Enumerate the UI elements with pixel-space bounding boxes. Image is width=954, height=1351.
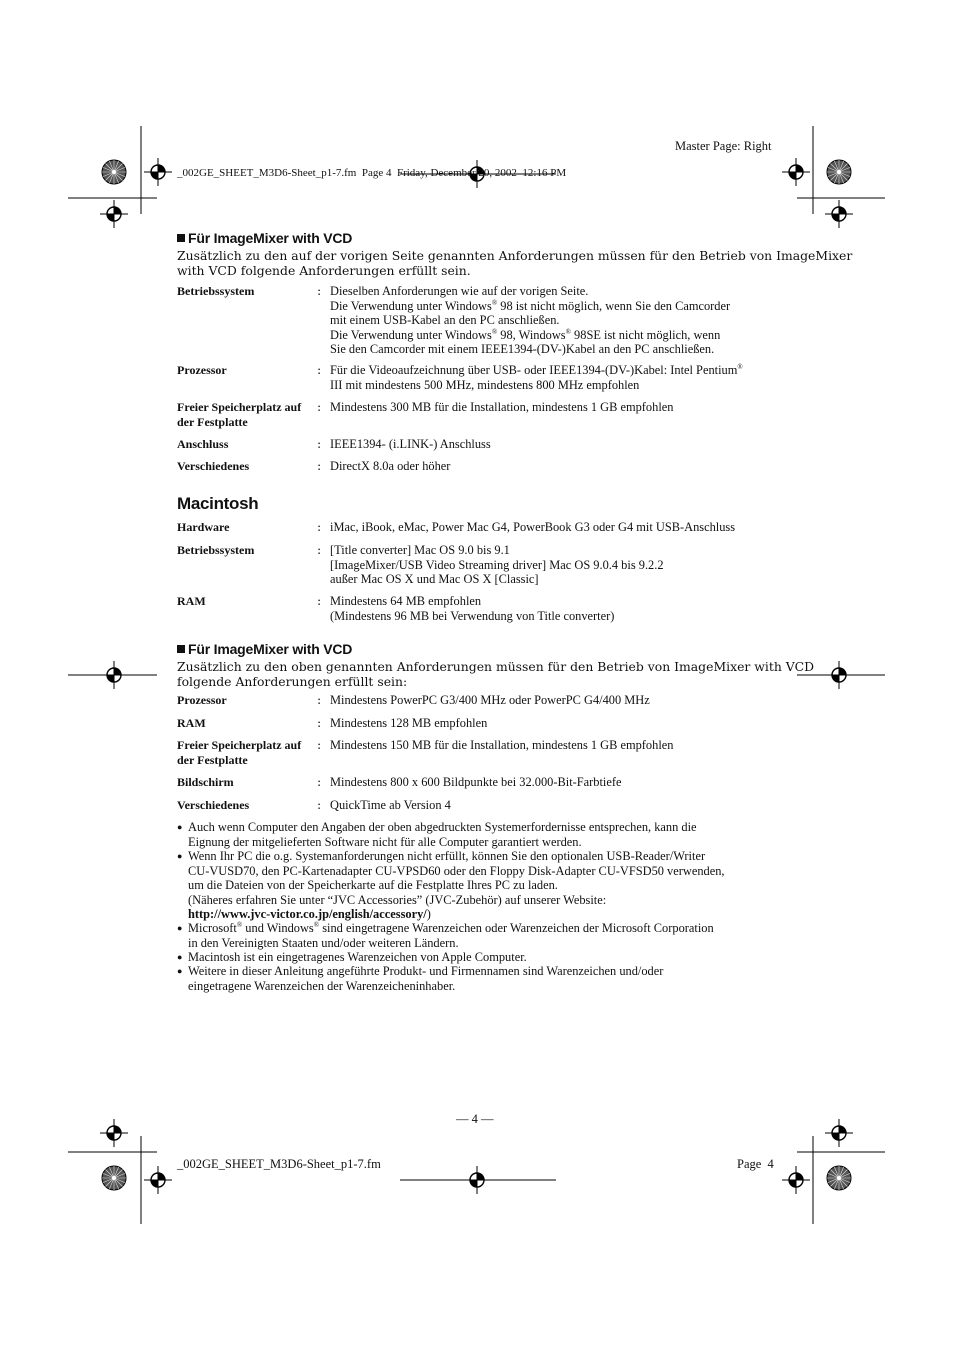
spec-colon: : xyxy=(317,593,322,608)
bullet-icon: ● xyxy=(177,851,183,861)
spec-colon: : xyxy=(317,283,322,298)
spec-value: iMac, iBook, eMac, Power Mac G4, PowerBook G3 oder G4 mit USB-Anschluss xyxy=(330,520,736,534)
spec-value: DirectX 8.0a oder höher xyxy=(330,459,451,473)
bullet-icon: ● xyxy=(177,822,183,832)
spec-label: Betriebssystem xyxy=(177,543,255,557)
macintosh-heading: Macintosh xyxy=(177,494,259,513)
spec-label: RAM xyxy=(177,594,206,608)
spec-colon: : xyxy=(317,436,322,451)
spec-value: QuickTime ab Version 4 xyxy=(330,798,451,812)
spec-colon: : xyxy=(317,399,322,414)
spec-value: Mindestens 64 MB empfohlen (Mindestens 96 MB bei Verwendung von Title converter) xyxy=(330,594,615,623)
section2-heading-text: Für ImageMixer with VCD xyxy=(188,641,353,657)
spec-colon: : xyxy=(317,737,322,752)
spec-value: Dieselben Anforderungen wie auf der vorigen Seite. Die Verwendung unter Windows® 98 ist nicht möglich, wenn Sie den Camcorder mit einem USB-Kabel an den PC anschließen. Die Verwendung unter Windows® 98, Windows® 98SE ist nicht möglich, wenn Sie den Camcorder mit einem IEEE1394-(DV-)Kabel an den PC anschließen. xyxy=(330,284,731,357)
intro-line: folgende Anforderungen erfüllt sein: xyxy=(177,673,408,689)
spec-label: Verschiedenes xyxy=(177,459,250,473)
spec-colon: : xyxy=(317,692,322,707)
note-text: Auch wenn Computer den Angaben der oben abgedruckten Systemerfordernisse entsprechen, kann die Eignung der mitgelieferten Software nicht für alle Computer garantiert werden. xyxy=(188,820,697,849)
spec-label: Freier Speicherplatz auf der Festplatte xyxy=(177,400,302,429)
footer-page-label: Page 4 xyxy=(737,1157,774,1171)
spec-colon: : xyxy=(317,458,322,473)
intro-line: Zusätzlich zu den oben genannten Anforderungen müssen für den Betrieb von ImageMixer with VCD xyxy=(177,659,815,674)
spec-colon: : xyxy=(317,774,322,789)
section1-heading-text: Für ImageMixer with VCD xyxy=(188,230,353,246)
note-text: Macintosh ist ein eingetragenes Warenzeichen von Apple Computer. xyxy=(188,950,527,964)
spec-label: Bildschirm xyxy=(177,775,234,789)
intro-line: Zusätzlich zu den auf der vorigen Seite genannten Anforderungen müssen für den Betrieb von ImageMixer xyxy=(177,248,853,263)
file-info: _002GE_SHEET_M3D6-Sheet_p1-7.fm Page 4 Friday, December 20, 2002 12:16 PM xyxy=(177,167,567,179)
square-bullet-icon xyxy=(177,645,185,653)
spec-label: Prozessor xyxy=(177,693,227,707)
spec-value: [Title converter] Mac OS 9.0 bis 9.1 [ImageMixer/USB Video Streaming driver] Mac OS 9.0.4 bis 9.2.2 außer Mac OS X und Mac OS X [Classic] xyxy=(330,543,664,587)
spec-colon: : xyxy=(317,797,322,812)
spec-value: Mindestens 150 MB für die Installation, mindestens 1 GB empfohlen xyxy=(330,738,674,752)
page-number: — 4 — xyxy=(456,1112,494,1126)
section2-heading xyxy=(177,641,352,657)
spec-colon: : xyxy=(317,362,322,377)
spec-value: Für die Videoaufzeichnung über USB- oder IEEE1394-(DV-)Kabel: Intel Pentium® III mit mindestens 500 MHz, mindestens 800 MHz empfohlen xyxy=(330,362,743,392)
spec-label: Betriebssystem xyxy=(177,284,255,298)
spec-colon: : xyxy=(317,542,322,557)
spec-value: Mindestens 300 MB für die Installation, mindestens 1 GB empfohlen xyxy=(330,400,674,414)
bullet-icon: ● xyxy=(177,966,183,976)
section1-intro xyxy=(177,249,852,278)
footer-file-name: _002GE_SHEET_M3D6-Sheet_p1-7.fm xyxy=(177,1157,381,1171)
spec-value: Mindestens PowerPC G3/400 MHz oder PowerPC G4/400 MHz xyxy=(330,693,650,707)
spec-label: RAM xyxy=(177,716,206,730)
spec-label: Freier Speicherplatz auf der Festplatte xyxy=(177,738,302,767)
note-text: Weitere in dieser Anleitung angeführte Produkt- und Firmennamen sind Warenzeichen und/oder eingetragene Warenzeichen der Warenzeicheninhaber. xyxy=(188,964,664,993)
spec-value: Mindestens 800 x 600 Bildpunkte bei 32.000-Bit-Farbtiefe xyxy=(330,775,622,789)
intro-line: with VCD folgende Anforderungen erfüllt sein. xyxy=(177,262,471,278)
spec-label: Anschluss xyxy=(177,437,229,451)
spec-colon: : xyxy=(317,715,322,730)
note-text: Microsoft® und Windows® sind eingetragene Warenzeichen oder Warenzeichen der Microsoft Corporation in den Vereinigten Staaten und/oder weiteren Ländern. xyxy=(188,920,714,950)
bullet-icon: ● xyxy=(177,952,183,962)
spec-label: Verschiedenes xyxy=(177,798,250,812)
spec-value: IEEE1394- (i.LINK-) Anschluss xyxy=(330,437,491,451)
spec-label: Prozessor xyxy=(177,363,227,377)
square-bullet-icon xyxy=(177,234,185,242)
section2-intro xyxy=(177,660,814,689)
master-page-label: Master Page: Right xyxy=(675,139,772,153)
accessory-link[interactable]: http://www.jvc-victor.co.jp/english/accessory/ xyxy=(188,907,427,922)
bullet-icon: ● xyxy=(177,923,183,933)
spec-value: Mindestens 128 MB empfohlen xyxy=(330,716,488,730)
note-text: Wenn Ihr PC die o.g. Systemanforderungen nicht erfüllt, können Sie den optionalen USB-Reader/Writer CU-VUSD70, den PC-Kartenadapter CU-VPSD60 oder den Floppy Disk-Adapter CU-VFSD50 verwenden, um die Dateien von der Speicherkarte auf die Festplatte Ihres PC zu laden. (Näheres erfahren Sie unter “JVC Accessories” (JVC-Zubehör) auf unserer Website: http://www.jvc-victor.co.jp/english/accessory/) xyxy=(188,849,725,922)
section1-heading xyxy=(177,230,352,246)
spec-label: Hardware xyxy=(177,520,230,534)
spec-colon: : xyxy=(317,519,322,534)
